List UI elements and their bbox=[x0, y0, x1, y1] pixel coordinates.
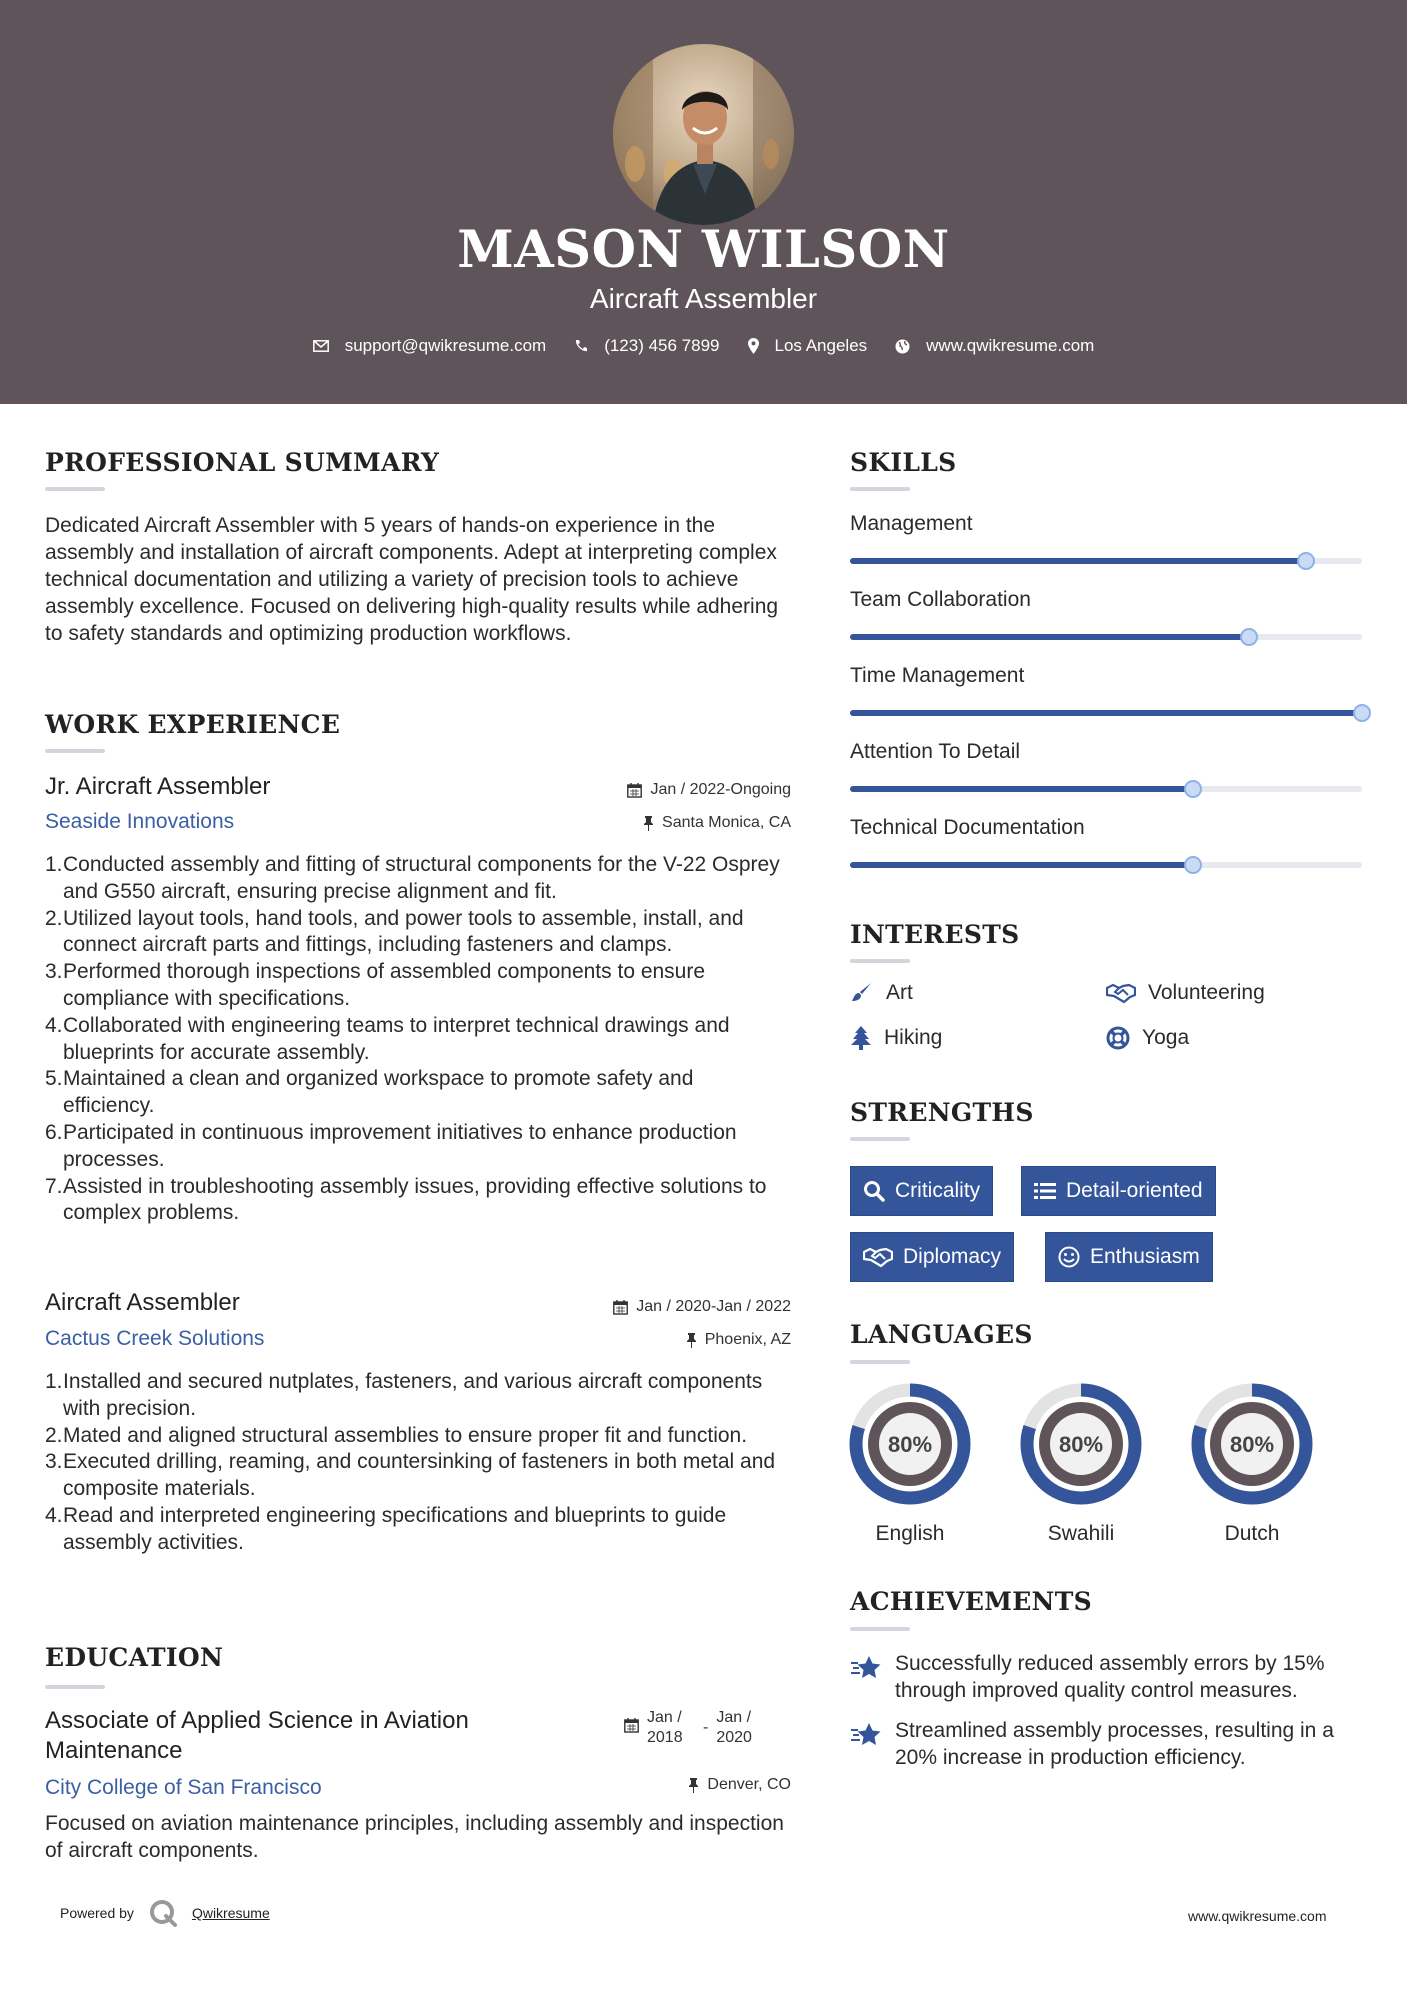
skill-bar-fill bbox=[850, 786, 1193, 792]
skill-bar-knob bbox=[1184, 856, 1202, 874]
interest-yoga bbox=[1106, 1026, 1189, 1050]
languages-rule bbox=[850, 1360, 910, 1364]
skill-name: Technical Documentation bbox=[850, 816, 1085, 839]
skill-bar-fill bbox=[850, 862, 1193, 868]
language-item bbox=[1187, 1383, 1317, 1546]
star-achievement-icon bbox=[850, 1655, 882, 1681]
skill-bar-knob bbox=[1240, 628, 1258, 646]
interest-volunteering bbox=[1106, 981, 1265, 1005]
job-location bbox=[540, 814, 791, 832]
education-location-text: Denver, CO bbox=[707, 1776, 791, 1793]
website-text: www.qwikresume.com bbox=[926, 336, 1095, 355]
list-icon bbox=[1034, 1182, 1056, 1200]
interest-art bbox=[850, 981, 913, 1005]
language-name: English bbox=[875, 1522, 945, 1545]
education-dates bbox=[624, 1708, 764, 1748]
qwikresume-brand-link[interactable]: Qwikresume bbox=[191, 1905, 270, 1921]
experience-heading: WORK EXPERIENCE bbox=[45, 710, 341, 739]
interest-label: Art bbox=[886, 981, 913, 1004]
interest-label: Volunteering bbox=[1148, 981, 1265, 1004]
phone-text: (123) 456 7899 bbox=[604, 336, 720, 355]
strength-label: Criticality bbox=[895, 1179, 981, 1202]
skill-bar-fill bbox=[850, 634, 1249, 640]
language-ring bbox=[1020, 1383, 1142, 1505]
list-item: 3. Executed drilling, reaming, and countersinking of fasteners in both metal and composite materials. bbox=[45, 1450, 776, 1501]
language-name: Swahili bbox=[1047, 1522, 1115, 1545]
skill-bar bbox=[850, 710, 1362, 716]
strengths-heading: STRENGTHS bbox=[850, 1098, 1034, 1127]
list-item: 5. Maintained a clean and organized workspace to promote safety and efficiency. bbox=[45, 1067, 694, 1118]
strength-label: Detail-oriented bbox=[1066, 1179, 1203, 1202]
smile-icon bbox=[1058, 1246, 1080, 1268]
pushpin-icon bbox=[688, 1778, 699, 1793]
job-bullets bbox=[45, 1369, 785, 1557]
pushpin-icon bbox=[686, 1333, 697, 1348]
job-title: Jr. Aircraft Assembler bbox=[45, 773, 271, 800]
tree-icon bbox=[850, 1026, 872, 1050]
skill-bar-knob bbox=[1353, 704, 1371, 722]
email-text: support@qwikresume.com bbox=[344, 336, 547, 355]
candidate-title: Aircraft Assembler bbox=[589, 283, 818, 314]
skills-rule bbox=[850, 487, 910, 491]
achievement-item: Streamlined assembly processes, resulting in a 20% increase in production efficiency. bbox=[895, 1719, 1334, 1769]
list-item: 4. Collaborated with engineering teams to interpret technical drawings and blueprints for accurate assembly. bbox=[45, 1013, 730, 1064]
skill-bar bbox=[850, 862, 1362, 868]
degree-name: Associate of Applied Science in Aviation Maintenance bbox=[45, 1707, 469, 1764]
skill-bar-knob bbox=[1297, 552, 1315, 570]
education-rule bbox=[45, 1685, 105, 1689]
interest-hiking bbox=[850, 1026, 942, 1050]
search-icon bbox=[863, 1180, 885, 1202]
language-percent: 80% bbox=[1058, 1432, 1104, 1457]
skill-bar bbox=[850, 558, 1362, 564]
strength-tag bbox=[850, 1166, 993, 1216]
location-text: Los Angeles bbox=[774, 336, 868, 355]
language-percent: 80% bbox=[1229, 1432, 1275, 1457]
job-dates bbox=[540, 781, 791, 799]
list-item: 3. Performed thorough inspections of assembled components to ensure compliance with specifications. bbox=[45, 960, 706, 1010]
job-dates bbox=[540, 1298, 791, 1316]
achievement-item: Successfully reduced assembly errors by 15% through improved quality control measures. bbox=[895, 1652, 1325, 1702]
interests-heading: INTERESTS bbox=[850, 920, 1020, 949]
handshake-icon bbox=[1106, 982, 1136, 1004]
star-achievement-icon bbox=[850, 1722, 882, 1748]
footer-powered-by bbox=[60, 1898, 270, 1928]
job-dates-text: Jan / 2020-Jan / 2022 bbox=[636, 1298, 791, 1315]
list-item: 6. Participated in continuous improvement initiatives to enhance production processes. bbox=[45, 1120, 737, 1171]
skill-bar bbox=[850, 634, 1362, 640]
company-name[interactable]: Seaside Innovations bbox=[45, 810, 235, 833]
skill-bar-knob bbox=[1184, 780, 1202, 798]
pushpin-icon bbox=[643, 816, 654, 831]
language-name: Dutch bbox=[1224, 1522, 1280, 1545]
education-description: Focused on aviation maintenance principles, including assembly and inspection of aircraft components. bbox=[45, 1812, 784, 1862]
list-item: 2. Mated and aligned structural assemblies to ensure proper fit and function. bbox=[45, 1423, 748, 1447]
contact-bar bbox=[0, 336, 1407, 356]
phone-icon bbox=[574, 339, 588, 353]
job-location-text: Santa Monica, CA bbox=[662, 814, 791, 831]
strength-tag bbox=[1021, 1166, 1216, 1216]
summary-rule bbox=[45, 487, 105, 491]
education-heading: EDUCATION bbox=[45, 1643, 224, 1672]
contact-email[interactable] bbox=[313, 336, 547, 356]
job-location-text: Phoenix, AZ bbox=[704, 1331, 791, 1348]
interest-label: Hiking bbox=[884, 1026, 943, 1049]
interest-label: Yoga bbox=[1142, 1026, 1190, 1049]
company-name[interactable]: Cactus Creek Solutions bbox=[45, 1327, 265, 1350]
list-item: 1. Installed and secured nutplates, fasteners, and various aircraft components with precision. bbox=[45, 1370, 763, 1420]
job-bullets bbox=[45, 852, 785, 1227]
footer-website[interactable]: www.qwikresume.com bbox=[1188, 1908, 1327, 1924]
summary-text: Dedicated Aircraft Assembler with 5 years of hands-on experience in the assembly and installation of aircraft components. Adept at interpreting complex technical documentation and utilizing a variety of precision tools to achieve assembly excellence. Focused on delivering high-quality results while adhering to safety standards and optimizing production workflows. bbox=[45, 514, 779, 645]
achievements-heading: ACHIEVEMENTS bbox=[850, 1587, 1092, 1616]
list-item: 4. Read and interpreted engineering specifications and blueprints to guide assembly activities. bbox=[45, 1503, 727, 1554]
skill-bar-fill bbox=[850, 710, 1362, 716]
list-item: 2. Utilized layout tools, hand tools, and power tools to assemble, install, and connect aircraft parts and fittings, including fasteners and clamps. bbox=[45, 906, 744, 957]
education-location bbox=[540, 1776, 791, 1794]
skill-name: Time Management bbox=[850, 664, 1025, 687]
school-name[interactable]: City College of San Francisco bbox=[45, 1776, 322, 1799]
paintbrush-icon bbox=[850, 981, 874, 1005]
language-ring bbox=[849, 1383, 971, 1505]
handshake-icon bbox=[863, 1246, 893, 1268]
experience-rule bbox=[45, 749, 105, 753]
contact-phone[interactable] bbox=[574, 336, 719, 356]
job-title: Aircraft Assembler bbox=[45, 1289, 240, 1316]
contact-location bbox=[748, 336, 868, 356]
list-item: 1. Conducted assembly and fitting of structural components for the V-22 Osprey and G550 aircraft, ensuring precise alignment and fit. bbox=[45, 853, 780, 903]
interests-rule bbox=[850, 959, 910, 963]
envelope-icon bbox=[313, 340, 329, 352]
skill-name: Team Collaboration bbox=[850, 588, 1031, 611]
achievements-rule bbox=[850, 1627, 910, 1631]
calendar-icon bbox=[624, 1718, 639, 1733]
map-pin-icon bbox=[748, 338, 759, 354]
list-item: 7. Assisted in troubleshooting assembly issues, providing effective solutions to complex problems. bbox=[45, 1174, 767, 1225]
skill-bar bbox=[850, 786, 1362, 792]
calendar-icon bbox=[627, 783, 642, 798]
dates-separator: - bbox=[703, 1719, 709, 1736]
resume-header bbox=[0, 0, 1407, 404]
job-dates-text: Jan / 2022-Ongoing bbox=[650, 781, 791, 798]
contact-website[interactable] bbox=[895, 336, 1094, 356]
skill-name: Management bbox=[850, 512, 973, 535]
language-item bbox=[1016, 1383, 1146, 1546]
calendar-icon bbox=[613, 1300, 628, 1315]
lifering-icon bbox=[1106, 1026, 1130, 1050]
candidate-name: MASON WILSON bbox=[457, 220, 950, 280]
profile-photo bbox=[613, 44, 794, 225]
powered-by-label: Powered by bbox=[60, 1905, 134, 1921]
skill-bar-fill bbox=[850, 558, 1306, 564]
skills-heading: SKILLS bbox=[850, 448, 957, 477]
strength-tag bbox=[1045, 1232, 1213, 1282]
summary-heading: PROFESSIONAL SUMMARY bbox=[45, 448, 440, 477]
language-item bbox=[845, 1383, 975, 1546]
education-start: Jan / 2018 bbox=[647, 1709, 683, 1746]
language-ring bbox=[1191, 1383, 1313, 1505]
skill-name: Attention To Detail bbox=[850, 740, 1021, 763]
strength-label: Diplomacy bbox=[903, 1245, 1002, 1268]
strengths-rule bbox=[850, 1137, 910, 1141]
globe-icon bbox=[895, 339, 910, 354]
qwikresume-logo-icon bbox=[148, 1898, 178, 1928]
strength-label: Enthusiasm bbox=[1090, 1245, 1200, 1268]
job-location bbox=[540, 1331, 791, 1349]
languages-heading: LANGUAGES bbox=[850, 1320, 1033, 1349]
language-percent: 80% bbox=[887, 1432, 933, 1457]
strength-tag bbox=[850, 1232, 1014, 1282]
education-end: Jan / 2020 bbox=[716, 1709, 752, 1746]
